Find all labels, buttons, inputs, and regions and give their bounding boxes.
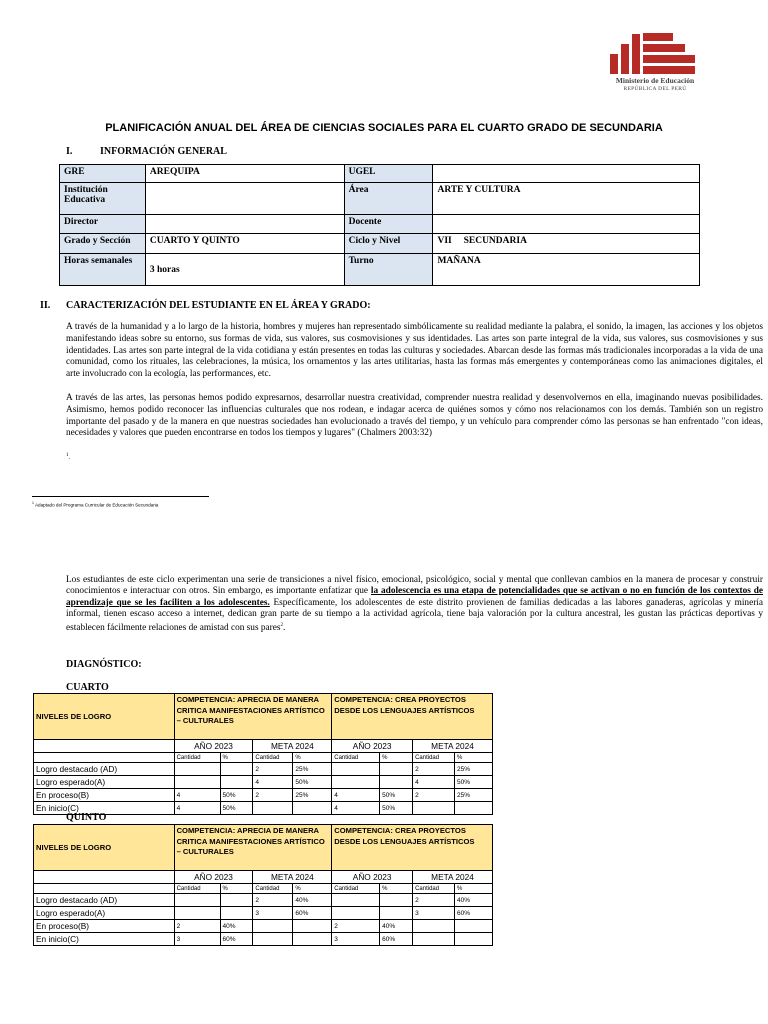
grade-title-cuarto: CUARTO	[66, 682, 109, 693]
level-label: Logro destacado (AD)	[34, 763, 175, 776]
logo-bar	[632, 34, 640, 74]
quantity-header: Cantidad	[174, 884, 220, 894]
quantity-cell	[174, 776, 220, 789]
document-title: PLANIFICACIÓN ANUAL DEL ÁREA DE CIENCIAS SOCIALES PARA EL CUARTO GRADO DE SECUNDARIA	[105, 122, 663, 134]
percent-cell: 40%	[293, 894, 332, 907]
quantity-cell	[174, 907, 220, 920]
level-label: En proceso(B)	[34, 920, 175, 933]
percent-cell	[380, 763, 413, 776]
students-text-continued: Específicamente, los adolescentes de este distrito provienen de familias dedicadas a las labores ganaderas, agrícolas y minería informal, tienen escaso acceso a internet, dedican gran parte de su tiempo a la actividad agrícola, tiene baja valoración por la cultura ancestral, les gustan las prácticas deportivas y establecen fácilmente relaciones de amistad con sus pares	[66, 597, 763, 634]
empty-cell	[34, 884, 175, 894]
characterization-paragraph-2: A través de las artes, las personas hemos podido expresarnos, desarrollar nuestra creatividad, comprender nuestra realidad y desenvolvernos en ella, imaginando nuevas posibilidades. Asimismo, hemos podido reconocer las influencias culturales que nos rodean, e indagar acerca de quiénes somos y cómo nos relacionamos con los demás. También son un registro importante del pasado y de la manera en que nuestras sociedades han evolucionado a través del tiempo, y un vehículo para comprender cómo las personas se han enfrentado "con ideas, necesidades y valores que pueden encontrarse en todos los tiempos y lugares" (Chalmers 2003:32)	[66, 393, 763, 439]
percent-header: %	[455, 884, 493, 894]
ministry-name: Ministerio de Educación	[615, 76, 695, 85]
empty-cell	[34, 740, 175, 753]
info-label: Director	[60, 215, 146, 234]
quantity-cell	[174, 894, 220, 907]
percent-cell: 50%	[293, 776, 332, 789]
quantity-cell: 2	[174, 920, 220, 933]
quantity-header: Cantidad	[174, 753, 220, 763]
percent-cell: 60%	[380, 933, 413, 946]
percent-cell: 40%	[220, 920, 253, 933]
info-value	[433, 165, 700, 183]
info-label: Docente	[344, 215, 433, 234]
quantity-header: Cantidad	[253, 884, 293, 894]
quantity-cell	[253, 933, 293, 946]
level-label: Logro esperado(A)	[34, 907, 175, 920]
info-row	[60, 254, 700, 286]
info-value: MAÑANA	[433, 254, 700, 286]
footnote-divider	[32, 496, 209, 497]
percent-header: %	[220, 753, 253, 763]
quantity-cell: 2	[413, 789, 455, 802]
ministry-logo-bars	[610, 30, 700, 74]
percent-cell: 25%	[455, 763, 493, 776]
students-paragraph	[66, 575, 763, 635]
percent-cell: 40%	[380, 920, 413, 933]
quantity-cell: 4	[332, 789, 380, 802]
empty-cell	[34, 753, 175, 763]
quantity-cell	[253, 920, 293, 933]
goal-2024: META 2024	[413, 740, 493, 753]
quantity-cell	[413, 802, 455, 815]
quantity-cell: 4	[413, 776, 455, 789]
quantity-cell: 2	[413, 763, 455, 776]
level-label: En inicio(C)	[34, 933, 175, 946]
percent-cell	[220, 907, 253, 920]
levels-header: NIVELES DE LOGRO	[34, 825, 175, 871]
info-label: Área	[344, 183, 433, 215]
quantity-cell: 3	[253, 907, 293, 920]
students-text-end: .	[283, 623, 286, 634]
quantity-cell	[332, 763, 380, 776]
quantity-cell: 2	[253, 763, 293, 776]
info-value	[145, 183, 344, 215]
quantity-cell: 4	[174, 802, 220, 815]
students-text: Los estudiantes de este ciclo experimentan una serie de transiciones a nivel físico, emocional, psicológico, social y mental que conllevan cambios en la manera de procesar y construir conocimientos e interactuar con otros. Sin embargo, es importante enfatizar que	[66, 575, 763, 597]
goal-2024: META 2024	[253, 740, 332, 753]
percent-header: %	[380, 753, 413, 763]
logo-bar	[621, 44, 629, 74]
percent-cell: 50%	[220, 802, 253, 815]
quantity-cell: 2	[253, 789, 293, 802]
info-label: Institución Educativa	[60, 183, 146, 215]
level-label: En proceso(B)	[34, 789, 175, 802]
logo-bar	[643, 44, 685, 52]
year-row	[34, 740, 493, 753]
percent-cell: 50%	[455, 776, 493, 789]
percent-cell	[220, 776, 253, 789]
info-label: GRE	[60, 165, 146, 183]
percent-cell	[455, 920, 493, 933]
percent-cell	[455, 802, 493, 815]
percent-header: %	[380, 884, 413, 894]
section-1-number: I.	[66, 146, 73, 157]
info-label: Ciclo y Nivel	[344, 234, 433, 254]
footnote	[32, 501, 158, 508]
percent-cell: 50%	[380, 789, 413, 802]
levels-header: NIVELES DE LOGRO	[34, 694, 175, 740]
ministry-logo	[610, 30, 700, 96]
quantity-cell	[174, 763, 220, 776]
section-1-heading	[66, 146, 227, 157]
grade-title-quinto: QUINTO	[66, 812, 107, 823]
competence-2-header: COMPETENCIA: CREA PROYECTOS DESDE LOS LENGUAJES ARTÍSTICOS	[332, 694, 493, 740]
year-2023: AÑO 2023	[174, 740, 253, 753]
diagnostic-table-quinto	[33, 824, 493, 946]
footnote-text: Adaptado del Programa Curricular de Educación Secundaria	[34, 502, 159, 508]
percent-cell	[455, 933, 493, 946]
quantity-cell: 2	[413, 894, 455, 907]
level-label: Logro esperado(A)	[34, 776, 175, 789]
quantity-header: Cantidad	[413, 884, 455, 894]
quantity-cell: 4	[253, 776, 293, 789]
footnote-marker: 1	[66, 453, 69, 458]
info-row	[60, 183, 700, 215]
percent-cell	[380, 907, 413, 920]
table-header-row	[34, 694, 493, 740]
table-row	[34, 789, 493, 802]
info-value	[145, 215, 344, 234]
quantity-cell: 4	[332, 802, 380, 815]
quantity-cell: 3	[332, 933, 380, 946]
percent-cell: 25%	[293, 789, 332, 802]
quantity-cell: 3	[413, 907, 455, 920]
percent-cell	[293, 802, 332, 815]
percent-cell: 60%	[293, 907, 332, 920]
percent-cell: 50%	[380, 802, 413, 815]
info-value: VII SECUNDARIA	[433, 234, 700, 254]
diagnostic-heading: DIAGNÓSTICO:	[66, 659, 142, 670]
percent-header: %	[293, 884, 332, 894]
quantity-header: Cantidad	[332, 753, 380, 763]
competence-2-header: COMPETENCIA: CREA PROYECTOS DESDE LOS LENGUAJES ARTÍSTICOS	[332, 825, 493, 871]
info-value	[433, 215, 700, 234]
percent-cell	[380, 776, 413, 789]
table-row	[34, 894, 493, 907]
year-2023: AÑO 2023	[332, 740, 413, 753]
quantity-cell: 3	[174, 933, 220, 946]
quantity-cell: 2	[253, 894, 293, 907]
logo-bar	[643, 55, 695, 63]
percent-cell	[220, 763, 253, 776]
competence-1-header: COMPETENCIA: APRECIA DE MANERA CRITICA MANIFESTACIONES ARTÍSTICO – CULTURALES	[174, 825, 332, 871]
percent-cell	[293, 920, 332, 933]
students-emphasis: la adolescencia es una etapa de potencialidades que se activan o no en función de los contextos de aprendizaje que se les faciliten a los adolescentes.	[66, 586, 763, 608]
logo-bar	[643, 66, 695, 74]
quantity-header: Cantidad	[332, 884, 380, 894]
section-2-heading	[40, 300, 371, 311]
percent-cell: 60%	[455, 907, 493, 920]
level-label: Logro destacado (AD)	[34, 894, 175, 907]
footnote-end: .	[68, 455, 70, 461]
percent-header: %	[293, 753, 332, 763]
logo-bar	[610, 54, 618, 74]
percent-cell	[220, 894, 253, 907]
table-row	[34, 933, 493, 946]
diagnostic-table-cuarto	[33, 693, 493, 815]
section-2-title: CARACTERIZACIÓN DEL ESTUDIANTE EN EL ÁREA Y GRADO:	[66, 300, 371, 311]
info-label: Grado y Sección	[60, 234, 146, 254]
quantity-header: Cantidad	[253, 753, 293, 763]
table-row	[34, 920, 493, 933]
info-label: Horas semanales	[60, 254, 146, 286]
empty-cell	[34, 871, 175, 884]
percent-cell: 60%	[220, 933, 253, 946]
percent-cell: 25%	[455, 789, 493, 802]
percent-cell: 25%	[293, 763, 332, 776]
info-value: AREQUIPA	[145, 165, 344, 183]
info-value: CUARTO Y QUINTO	[145, 234, 344, 254]
subheader-row	[34, 884, 493, 894]
quantity-cell	[253, 802, 293, 815]
quantity-cell	[332, 894, 380, 907]
quantity-header: Cantidad	[413, 753, 455, 763]
quantity-cell	[332, 907, 380, 920]
footnote-reference	[66, 452, 70, 462]
percent-cell	[380, 894, 413, 907]
table-row	[34, 907, 493, 920]
year-2023: AÑO 2023	[332, 871, 413, 884]
percent-header: %	[455, 753, 493, 763]
section-2-number: II.	[40, 300, 51, 311]
year-2023: AÑO 2023	[174, 871, 253, 884]
info-value: 3 horas	[145, 254, 344, 286]
section-1-title: INFORMACIÓN GENERAL	[100, 146, 227, 157]
percent-cell: 50%	[220, 789, 253, 802]
competence-1-header: COMPETENCIA: APRECIA DE MANERA CRITICA MANIFESTACIONES ARTÍSTICO – CULTURALES	[174, 694, 332, 740]
percent-cell	[293, 933, 332, 946]
footnote-number: 1	[32, 501, 34, 505]
footnote-marker-2: 2	[280, 623, 284, 629]
table-header-row	[34, 825, 493, 871]
percent-header: %	[220, 884, 253, 894]
quantity-cell	[413, 933, 455, 946]
quantity-cell	[413, 920, 455, 933]
table-row	[34, 763, 493, 776]
quantity-cell: 4	[174, 789, 220, 802]
info-row	[60, 234, 700, 254]
table-row	[34, 776, 493, 789]
info-row	[60, 165, 700, 183]
info-value: ARTE Y CULTURA	[433, 183, 700, 215]
quantity-cell	[332, 776, 380, 789]
characterization-paragraph-1: A través de la humanidad y a lo largo de la historia, hombres y mujeres han representado simbólicamente su realidad mediante la palabra, el sonido, la imagen, las acciones y los objetos manifestando ideas sobre su entorno, sus formas de vida, sus valores, sus cosmovisiones y sus identidades. Las artes son parte integral de la vida, sus valores, sus cosmovisiones y sus identidades. Las artes son parte integral de la vida cotidiana y están presentes en todas las culturas y sociedades. Abarcan desde las formas más tradicionales incorporadas a la vida de una comunidad, como los rituales, las celebraciones, la música, los ornamentos y las artes utilitarias, hasta las formas más emergentes y contemporáneas como las animaciones digitales, el arte involucrado con la ecología, las performances, etc.	[66, 322, 763, 380]
logo-bar	[643, 33, 673, 41]
info-label: UGEL	[344, 165, 433, 183]
general-info-table	[59, 164, 700, 286]
info-row	[60, 215, 700, 234]
year-row	[34, 871, 493, 884]
goal-2024: META 2024	[253, 871, 332, 884]
subheader-row	[34, 753, 493, 763]
goal-2024: META 2024	[413, 871, 493, 884]
info-label: Turno	[344, 254, 433, 286]
percent-cell: 40%	[455, 894, 493, 907]
level-label: En inicio(C)	[34, 802, 175, 815]
quantity-cell: 2	[332, 920, 380, 933]
ministry-country: REPÚBLICA DEL PERÚ	[623, 86, 687, 92]
